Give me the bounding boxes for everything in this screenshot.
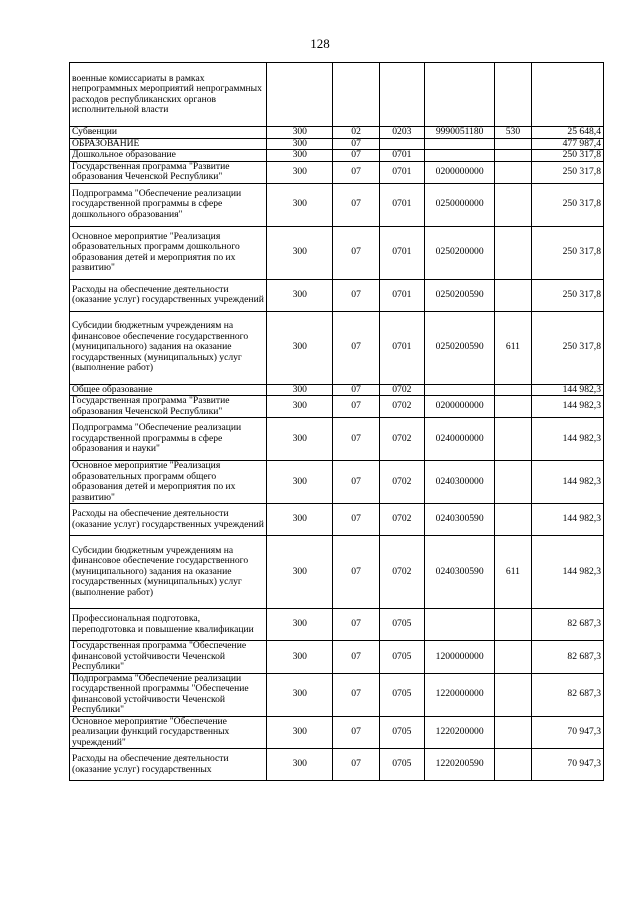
row-ved: 300	[267, 138, 333, 150]
row-prz: 0702	[379, 504, 424, 536]
row-prz: 0702	[379, 461, 424, 504]
row-rz: 07	[333, 749, 379, 781]
row-name: военные комиссариаты в рамках непрограммных мероприятий непрограммных расходов республиканских органов исполнительной власти	[70, 63, 267, 127]
row-csr: 1220200590	[424, 749, 494, 781]
row-prz: 0701	[379, 161, 424, 183]
row-sum: 70 947,3	[531, 716, 603, 749]
row-sum: 82 687,3	[531, 641, 603, 674]
row-sum: 250 317,8	[531, 226, 603, 279]
table-row	[70, 716, 604, 749]
row-prz: 0705	[379, 716, 424, 749]
row-rz: 07	[333, 311, 379, 384]
row-ved: 300	[267, 504, 333, 536]
row-csr	[424, 150, 494, 162]
row-prz: 0702	[379, 396, 424, 418]
row-rz: 07	[333, 609, 379, 641]
row-csr: 0250200590	[424, 311, 494, 384]
row-rz: 07	[333, 161, 379, 183]
row-vr	[495, 673, 531, 716]
table-row	[70, 396, 604, 418]
row-vr	[495, 226, 531, 279]
row-ved: 300	[267, 536, 333, 609]
row-ved: 300	[267, 749, 333, 781]
row-ved: 300	[267, 461, 333, 504]
row-ved	[267, 63, 333, 127]
row-csr	[424, 138, 494, 150]
table-row	[70, 673, 604, 716]
row-name: Основное мероприятие "Обеспечение реализации функций государственных учреждений"	[70, 716, 267, 749]
row-ved: 300	[267, 418, 333, 461]
row-prz: 0701	[379, 226, 424, 279]
table-row	[70, 183, 604, 226]
row-sum: 144 982,3	[531, 504, 603, 536]
row-name: Дошкольное образование	[70, 150, 267, 162]
row-name: Субсидии бюджетным учреждениям на финансовое обеспечение государственного (муниципального) задания на оказание государственных (муниципальных) услуг (выполнение работ)	[70, 536, 267, 609]
row-ved: 300	[267, 183, 333, 226]
row-rz: 07	[333, 504, 379, 536]
table-row	[70, 461, 604, 504]
row-name: Расходы на обеспечение деятельности (оказание услуг) государственных	[70, 749, 267, 781]
table-row	[70, 138, 604, 150]
row-sum: 477 987,4	[531, 138, 603, 150]
row-prz	[379, 138, 424, 150]
row-rz: 07	[333, 673, 379, 716]
row-prz: 0701	[379, 150, 424, 162]
row-csr: 0240300000	[424, 461, 494, 504]
row-prz: 0701	[379, 183, 424, 226]
row-name: Расходы на обеспечение деятельности (оказание услуг) государственных учреждений	[70, 279, 267, 311]
row-sum: 70 947,3	[531, 749, 603, 781]
row-ved: 300	[267, 150, 333, 162]
row-prz: 0705	[379, 673, 424, 716]
row-vr	[495, 384, 531, 396]
row-name: Подпрограмма "Обеспечение реализации государственной программы "Обеспечение финансовой устойчивости Чеченской Республики"	[70, 673, 267, 716]
row-ved: 300	[267, 127, 333, 139]
row-vr	[495, 609, 531, 641]
row-prz: 0705	[379, 609, 424, 641]
page-number: 128	[310, 36, 330, 51]
row-sum: 82 687,3	[531, 673, 603, 716]
row-ved: 300	[267, 161, 333, 183]
row-prz: 0701	[379, 311, 424, 384]
row-csr: 0240300590	[424, 536, 494, 609]
row-csr: 1220200000	[424, 716, 494, 749]
row-name: Государственная программа "Обеспечение финансовой устойчивости Чеченской Республики"	[70, 641, 267, 674]
row-vr	[495, 418, 531, 461]
row-vr	[495, 749, 531, 781]
table-row	[70, 384, 604, 396]
row-csr: 0250200000	[424, 226, 494, 279]
row-prz: 0705	[379, 749, 424, 781]
row-ved: 300	[267, 311, 333, 384]
row-vr	[495, 183, 531, 226]
row-sum: 250 317,8	[531, 311, 603, 384]
row-vr	[495, 150, 531, 162]
row-prz: 0702	[379, 384, 424, 396]
table-row	[70, 504, 604, 536]
row-rz: 07	[333, 150, 379, 162]
row-csr: 1200000000	[424, 641, 494, 674]
row-rz: 07	[333, 138, 379, 150]
row-sum: 25 648,4	[531, 127, 603, 139]
row-vr	[495, 641, 531, 674]
row-rz: 07	[333, 396, 379, 418]
row-name: Субсидии бюджетным учреждениям на финансовое обеспечение государственного (муниципального) задания на оказание государственных (муниципальных) услуг (выполнение работ)	[70, 311, 267, 384]
row-rz: 07	[333, 384, 379, 396]
row-prz: 0203	[379, 127, 424, 139]
table-row	[70, 749, 604, 781]
row-rz: 07	[333, 418, 379, 461]
row-vr	[495, 161, 531, 183]
row-vr	[495, 63, 531, 127]
row-csr: 0240000000	[424, 418, 494, 461]
row-name: Субвенции	[70, 127, 267, 139]
row-sum: 144 982,3	[531, 418, 603, 461]
row-ved: 300	[267, 673, 333, 716]
row-prz: 0705	[379, 641, 424, 674]
row-csr	[424, 63, 494, 127]
row-vr: 611	[495, 536, 531, 609]
row-name: Основное мероприятие "Реализация образовательных программ дошкольного образования детей и мероприятия по их развитию"	[70, 226, 267, 279]
row-rz: 07	[333, 226, 379, 279]
row-rz	[333, 63, 379, 127]
table-row	[70, 150, 604, 162]
row-csr: 1220000000	[424, 673, 494, 716]
row-vr: 611	[495, 311, 531, 384]
table-row	[70, 418, 604, 461]
row-sum: 250 317,8	[531, 161, 603, 183]
row-csr: 0240300590	[424, 504, 494, 536]
table-row	[70, 641, 604, 674]
row-name: ОБРАЗОВАНИЕ	[70, 138, 267, 150]
row-csr: 0200000000	[424, 161, 494, 183]
row-sum	[531, 63, 603, 127]
row-csr	[424, 384, 494, 396]
row-sum: 144 982,3	[531, 396, 603, 418]
table-row	[70, 609, 604, 641]
row-sum: 82 687,3	[531, 609, 603, 641]
table-row	[70, 311, 604, 384]
row-sum: 250 317,8	[531, 183, 603, 226]
row-name: Государственная программа "Развитие образования Чеченской Республики"	[70, 396, 267, 418]
row-csr: 0250000000	[424, 183, 494, 226]
row-vr	[495, 138, 531, 150]
row-name: Расходы на обеспечение деятельности (оказание услуг) государственных учреждений	[70, 504, 267, 536]
row-ved: 300	[267, 396, 333, 418]
row-csr: 9990051180	[424, 127, 494, 139]
row-sum: 144 982,3	[531, 384, 603, 396]
row-rz: 07	[333, 641, 379, 674]
row-vr	[495, 279, 531, 311]
row-sum: 144 982,3	[531, 536, 603, 609]
row-sum: 144 982,3	[531, 461, 603, 504]
row-prz: 0701	[379, 279, 424, 311]
table-row	[70, 127, 604, 139]
row-rz: 07	[333, 716, 379, 749]
row-name: Подпрограмма "Обеспечение реализации государственной программы в сфере дошкольного образования"	[70, 183, 267, 226]
row-ved: 300	[267, 641, 333, 674]
row-name: Подпрограмма "Обеспечение реализации государственной программы в сфере образования и науки"	[70, 418, 267, 461]
row-vr	[495, 716, 531, 749]
row-name: Общее образование	[70, 384, 267, 396]
table-row	[70, 161, 604, 183]
row-prz: 0702	[379, 536, 424, 609]
row-ved: 300	[267, 609, 333, 641]
row-vr: 530	[495, 127, 531, 139]
row-name: Основное мероприятие "Реализация образовательных программ общего образования детей и мероприятия по их развитию"	[70, 461, 267, 504]
table-row	[70, 536, 604, 609]
row-sum: 250 317,8	[531, 279, 603, 311]
row-ved: 300	[267, 384, 333, 396]
row-rz: 02	[333, 127, 379, 139]
row-ved: 300	[267, 716, 333, 749]
row-sum: 250 317,8	[531, 150, 603, 162]
row-csr: 0250200590	[424, 279, 494, 311]
budget-table	[69, 62, 604, 781]
row-vr	[495, 504, 531, 536]
row-rz: 07	[333, 536, 379, 609]
table-row	[70, 63, 604, 127]
row-csr	[424, 609, 494, 641]
table-row	[70, 279, 604, 311]
row-rz: 07	[333, 279, 379, 311]
row-vr	[495, 461, 531, 504]
row-csr: 0200000000	[424, 396, 494, 418]
row-ved: 300	[267, 279, 333, 311]
row-name: Профессиональная подготовка, переподготовка и повышение квалификации	[70, 609, 267, 641]
row-vr	[495, 396, 531, 418]
row-prz	[379, 63, 424, 127]
row-rz: 07	[333, 461, 379, 504]
row-name: Государственная программа "Развитие образования Чеченской Республики"	[70, 161, 267, 183]
row-rz: 07	[333, 183, 379, 226]
row-ved: 300	[267, 226, 333, 279]
table-row	[70, 226, 604, 279]
row-prz: 0702	[379, 418, 424, 461]
